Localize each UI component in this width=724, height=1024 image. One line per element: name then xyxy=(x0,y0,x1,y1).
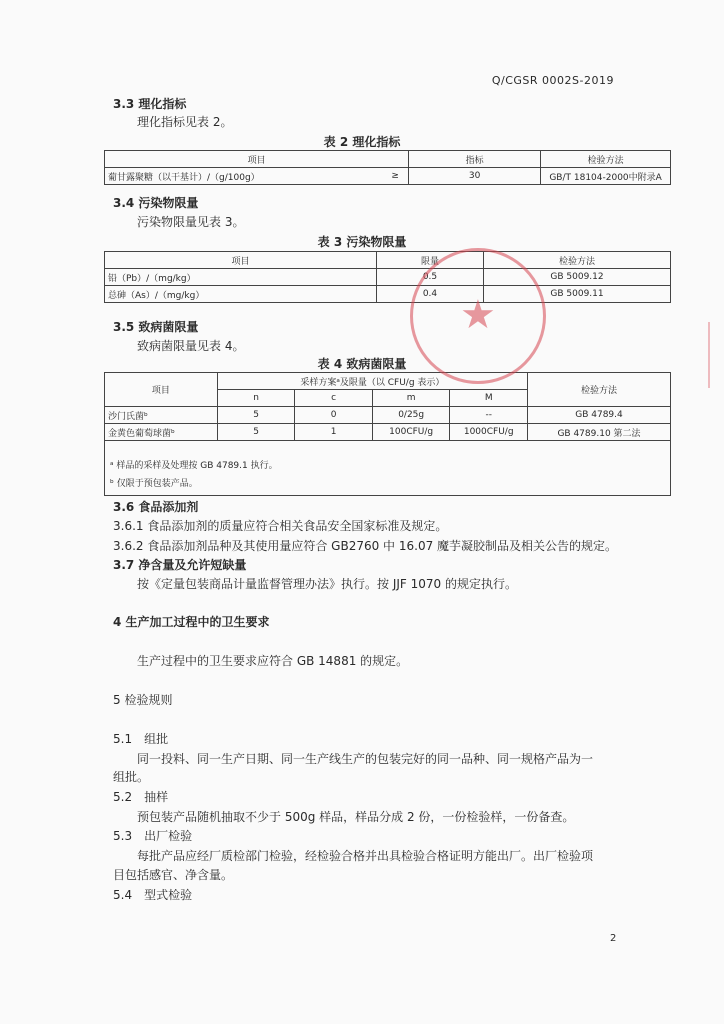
section-3-3-heading: 3.3 理化指标 xyxy=(113,97,187,111)
table-2-caption: 表 2 理化指标 xyxy=(323,135,401,149)
company-seal xyxy=(410,248,546,384)
table-header-cell: M xyxy=(450,390,528,407)
table-header-cell: c xyxy=(295,390,373,407)
table-row xyxy=(105,252,671,269)
table-2 xyxy=(104,150,671,185)
table-header-cell: 检验方法 xyxy=(527,373,670,407)
table-cell: 铅（Pb）/（mg/kg） xyxy=(105,269,377,286)
table-cell: 0 xyxy=(295,407,373,424)
table-cell: GB/T 18104-2000中附录A xyxy=(541,168,671,185)
table-row xyxy=(105,151,671,168)
section-5-3-line-1: 每批产品应经厂质检部门检验，经检验合格并出具检验合格证明方能出厂。出厂检验项 xyxy=(137,849,594,863)
table-header-cell: 限量 xyxy=(377,252,484,269)
table-cell: -- xyxy=(450,407,528,424)
table-cell: GB 4789.4 xyxy=(527,407,670,424)
seal-edge-fragment xyxy=(708,322,724,388)
table-cell: 0.4 xyxy=(377,286,484,303)
table-cell: 总砷（As）/（mg/kg） xyxy=(105,286,377,303)
section-3-6-1-text: 3.6.1 食品添加剂的质量应符合相关食品安全国家标准及规定。 xyxy=(113,519,448,533)
table-cell: 5 xyxy=(217,407,295,424)
table-cell: 沙门氏菌ᵇ xyxy=(105,407,218,424)
table-4-note-b: ᵇ 仅限于预包装产品。 xyxy=(110,479,198,489)
table-cell: 金黄色葡萄球菌ᵇ xyxy=(105,424,218,441)
section-3-6-heading: 3.6 食品添加剂 xyxy=(113,500,199,514)
page-number: 2 xyxy=(610,933,617,944)
table-cell: GB 4789.10 第二法 xyxy=(527,424,670,441)
section-4-text: 生产过程中的卫生要求应符合 GB 14881 的规定。 xyxy=(137,654,409,668)
section-3-5-heading: 3.5 致病菌限量 xyxy=(113,320,199,334)
table-cell: 1000CFU/g xyxy=(450,424,528,441)
section-3-7-text: 按《定量包装商品计量监督管理办法》执行。按 JJF 1070 的规定执行。 xyxy=(137,577,517,591)
table-header-cell: 指标 xyxy=(409,151,541,168)
section-5-1-heading: 5.1 组批 xyxy=(113,732,169,746)
table-header-cell: n xyxy=(217,390,295,407)
table-4-note-a: ᵃ 样品的采样及处理按 GB 4789.1 执行。 xyxy=(110,461,278,471)
table-header-cell: 项目 xyxy=(105,151,409,168)
section-3-7-heading: 3.7 净含量及允许短缺量 xyxy=(113,558,247,572)
table-cell: ≥ xyxy=(382,168,409,185)
section-3-5-text: 致病菌限量见表 4。 xyxy=(137,339,245,353)
section-5-1-line-2: 组批。 xyxy=(113,770,150,784)
section-3-6-2-text: 3.6.2 食品添加剂品种及其使用量应符合 GB2760 中 16.07 魔芋凝胶制品及相关公告的规定。 xyxy=(113,539,618,553)
table-row xyxy=(105,424,671,441)
section-5-4-heading: 5.4 型式检验 xyxy=(113,888,193,902)
table-4-caption: 表 4 致病菌限量 xyxy=(317,357,407,371)
table-cell: 1 xyxy=(295,424,373,441)
table-header-cell: 项目 xyxy=(105,373,218,407)
section-3-3-text: 理化指标见表 2。 xyxy=(137,115,233,129)
table-row xyxy=(105,373,671,390)
section-5-2-heading: 5.2 抽样 xyxy=(113,790,169,804)
table-header-cell: m xyxy=(372,390,450,407)
table-cell: 0/25g xyxy=(372,407,450,424)
section-5-2-text: 预包装产品随机抽取不少于 500g 样品，样品分成 2 份，一份检验样，一份备查。 xyxy=(137,810,575,824)
table-header-cell: 采样方案ᵃ及限量（以 CFU/g 表示） xyxy=(217,373,527,390)
table-row xyxy=(105,286,671,303)
table-row xyxy=(105,269,671,286)
section-4-heading: 4 生产加工过程中的卫生要求 xyxy=(113,615,270,629)
table-cell: GB 5009.12 xyxy=(484,269,671,286)
table-header-cell: 项目 xyxy=(105,252,377,269)
section-3-4-heading: 3.4 污染物限量 xyxy=(113,196,199,210)
section-5-heading: 5 检验规则 xyxy=(113,693,173,707)
section-5-1-line-1: 同一投料、同一生产日期、同一生产线生产的包装完好的同一品种、同一规格产品为一 xyxy=(137,752,594,766)
section-5-3-heading: 5.3 出厂检验 xyxy=(113,829,193,843)
table-cell: GB 5009.11 xyxy=(484,286,671,303)
table-cell: 100CFU/g xyxy=(372,424,450,441)
table-4 xyxy=(104,372,671,441)
table-header-cell: 检验方法 xyxy=(484,252,671,269)
table-row xyxy=(105,168,671,185)
table-3 xyxy=(104,251,671,303)
table-cell: 30 xyxy=(409,168,541,185)
table-cell: 葡甘露聚糖（以干基计）/（g/100g） xyxy=(105,168,383,185)
table-header-cell: 检验方法 xyxy=(541,151,671,168)
section-5-3-line-2: 目包括感官、净含量。 xyxy=(113,868,234,882)
section-3-4-text: 污染物限量见表 3。 xyxy=(137,215,245,229)
table-3-caption: 表 3 污染物限量 xyxy=(317,235,407,249)
table-cell: 0.5 xyxy=(377,269,484,286)
table-cell: 5 xyxy=(217,424,295,441)
table-row xyxy=(105,407,671,424)
document-number: Q/CGSR 0002S-2019 xyxy=(491,74,614,87)
seal-star-icon: ★ xyxy=(460,292,496,338)
